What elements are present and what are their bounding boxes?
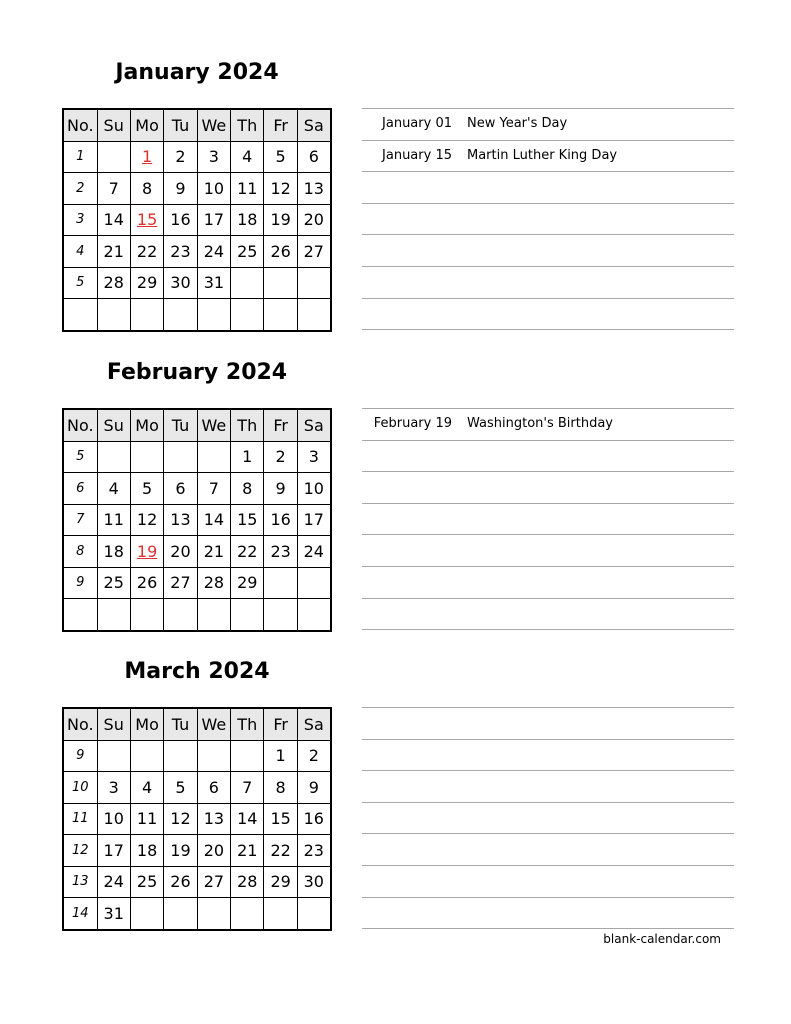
note-line [362, 440, 734, 441]
day-cell [97, 299, 130, 331]
holiday-day-number: 15 [136, 210, 158, 230]
note-line [362, 598, 734, 599]
weekday-header-cell: Tu [164, 409, 197, 441]
day-cell: 26 [164, 866, 197, 898]
day-cell [97, 599, 130, 631]
day-cell: 4 [130, 772, 163, 804]
week-number: 3 [63, 204, 97, 236]
week-row [63, 299, 331, 331]
month-title: March 2024 [124, 659, 270, 684]
day-cell: 12 [130, 504, 163, 536]
day-cell: 31 [97, 898, 130, 930]
day-cell: 20 [297, 204, 330, 236]
weekday-header-cell: Fr [264, 409, 297, 441]
day-cell [97, 740, 130, 772]
day-cell: 15 [231, 504, 264, 536]
weekday-header-cell: Su [97, 409, 130, 441]
day-cell: 8 [130, 173, 163, 205]
weekday-header-cell: Tu [164, 708, 197, 740]
weekday-header-row [63, 409, 331, 441]
week-row [63, 803, 331, 835]
day-cell: 21 [97, 236, 130, 268]
note-line [362, 629, 734, 630]
day-cell: 11 [231, 173, 264, 205]
note-line [362, 833, 734, 834]
day-cell [164, 599, 197, 631]
day-cell [197, 599, 230, 631]
day-cell: 14 [197, 504, 230, 536]
week-row [63, 141, 331, 173]
month-grid [62, 108, 332, 332]
weekday-header-cell: Su [97, 708, 130, 740]
day-cell: 5 [130, 473, 163, 505]
day-cell: 25 [130, 866, 163, 898]
day-cell: 7 [197, 473, 230, 505]
day-cell: 17 [297, 504, 330, 536]
week-number: 10 [63, 772, 97, 804]
day-cell: 19 [264, 204, 297, 236]
holiday-entry [362, 140, 734, 171]
day-cell [164, 441, 197, 473]
day-cell: 22 [264, 835, 297, 867]
day-cell [130, 536, 163, 568]
week-number: 12 [63, 835, 97, 867]
holiday-entry [362, 408, 734, 439]
week-number: 2 [63, 173, 97, 205]
day-cell: 13 [197, 803, 230, 835]
day-cell [130, 599, 163, 631]
day-cell [297, 267, 330, 299]
day-cell: 17 [97, 835, 130, 867]
weekday-header-cell: No. [63, 109, 97, 141]
weekday-header-cell: Fr [264, 109, 297, 141]
weekday-header-cell: Mo [130, 708, 163, 740]
weekday-header-cell: Sa [297, 109, 330, 141]
note-line [362, 203, 734, 204]
week-row [63, 898, 331, 930]
weekday-header-cell: Th [231, 708, 264, 740]
weekday-header-cell: Tu [164, 109, 197, 141]
week-row [63, 173, 331, 205]
day-cell: 2 [297, 740, 330, 772]
day-cell: 24 [297, 536, 330, 568]
weekday-header-row [63, 109, 331, 141]
week-number [63, 599, 97, 631]
note-line [362, 266, 734, 267]
day-cell: 9 [264, 473, 297, 505]
day-cell [130, 299, 163, 331]
day-cell: 1 [264, 740, 297, 772]
holiday-date: February 19 [373, 416, 452, 431]
weekday-header-cell: Sa [297, 409, 330, 441]
week-row [63, 204, 331, 236]
day-cell: 21 [231, 835, 264, 867]
day-cell: 6 [164, 473, 197, 505]
day-cell [264, 567, 297, 599]
day-cell: 27 [197, 866, 230, 898]
note-line [362, 739, 734, 740]
note-line [362, 897, 734, 898]
day-cell: 18 [130, 835, 163, 867]
day-cell: 5 [164, 772, 197, 804]
day-cell [297, 898, 330, 930]
day-cell [264, 599, 297, 631]
day-cell: 15 [264, 803, 297, 835]
week-number: 6 [63, 473, 97, 505]
day-cell: 18 [231, 204, 264, 236]
day-cell [264, 898, 297, 930]
holiday-name: New Year's Day [467, 116, 568, 131]
week-row [63, 504, 331, 536]
day-cell: 3 [197, 141, 230, 173]
day-cell [231, 299, 264, 331]
day-cell: 10 [297, 473, 330, 505]
holiday-name: Martin Luther King Day [467, 148, 618, 163]
day-cell: 26 [264, 236, 297, 268]
month-title: January 2024 [115, 60, 279, 85]
day-cell: 29 [264, 866, 297, 898]
day-cell: 8 [231, 473, 264, 505]
week-row [63, 740, 331, 772]
day-cell: 11 [97, 504, 130, 536]
week-number [63, 299, 97, 331]
week-row [63, 536, 331, 568]
note-line [362, 770, 734, 771]
day-cell [97, 141, 130, 173]
day-cell: 29 [231, 567, 264, 599]
holiday-entry [362, 108, 734, 139]
note-line [362, 802, 734, 803]
weekday-header-cell: We [197, 409, 230, 441]
week-number: 13 [63, 866, 97, 898]
day-cell: 28 [231, 866, 264, 898]
week-row [63, 236, 331, 268]
day-cell [130, 141, 163, 173]
month-grid [62, 408, 332, 632]
day-cell: 22 [130, 236, 163, 268]
week-number: 11 [63, 803, 97, 835]
week-row [63, 567, 331, 599]
weekday-header-cell: Sa [297, 708, 330, 740]
week-number: 8 [63, 536, 97, 568]
day-cell [264, 299, 297, 331]
day-cell: 23 [297, 835, 330, 867]
day-cell [130, 204, 163, 236]
day-cell [231, 267, 264, 299]
day-cell: 22 [231, 536, 264, 568]
weekday-header-cell: Su [97, 109, 130, 141]
day-cell: 8 [264, 772, 297, 804]
week-row [63, 267, 331, 299]
day-cell [231, 599, 264, 631]
note-line [362, 865, 734, 866]
day-cell: 1 [231, 441, 264, 473]
day-cell: 29 [130, 267, 163, 299]
weekday-header-cell: No. [63, 708, 97, 740]
day-cell [197, 740, 230, 772]
day-cell [231, 898, 264, 930]
note-line [362, 566, 734, 567]
day-cell [130, 898, 163, 930]
day-cell [197, 898, 230, 930]
day-cell: 6 [297, 141, 330, 173]
note-line [362, 298, 734, 299]
week-number: 9 [63, 740, 97, 772]
day-cell: 23 [164, 236, 197, 268]
day-cell: 16 [164, 204, 197, 236]
day-cell: 2 [164, 141, 197, 173]
week-row [63, 473, 331, 505]
day-cell: 28 [97, 267, 130, 299]
day-cell: 13 [297, 173, 330, 205]
day-cell: 21 [197, 536, 230, 568]
note-line [362, 234, 734, 235]
day-cell: 24 [97, 866, 130, 898]
weekday-header-cell: Fr [264, 708, 297, 740]
holiday-name: Washington's Birthday [467, 416, 613, 431]
day-cell: 3 [297, 441, 330, 473]
day-cell: 10 [97, 803, 130, 835]
weekday-header-cell: Th [231, 109, 264, 141]
week-row [63, 772, 331, 804]
day-cell [297, 567, 330, 599]
holiday-day-number: 1 [141, 147, 153, 167]
day-cell: 14 [231, 803, 264, 835]
day-cell [164, 740, 197, 772]
day-cell: 25 [231, 236, 264, 268]
holiday-date: January 15 [382, 148, 452, 163]
day-cell: 19 [164, 835, 197, 867]
day-cell: 25 [97, 567, 130, 599]
note-line [362, 928, 734, 929]
day-cell: 7 [231, 772, 264, 804]
note-line [362, 534, 734, 535]
day-cell: 9 [297, 772, 330, 804]
day-cell [264, 267, 297, 299]
note-line [362, 329, 734, 330]
footer-site: blank-calendar.com [603, 932, 721, 946]
day-cell: 13 [164, 504, 197, 536]
holiday-date: January 01 [382, 116, 452, 131]
day-cell [297, 599, 330, 631]
day-cell: 16 [297, 803, 330, 835]
day-cell [231, 740, 264, 772]
day-cell: 6 [197, 772, 230, 804]
day-cell: 10 [197, 173, 230, 205]
day-cell [130, 740, 163, 772]
week-row [63, 866, 331, 898]
week-number: 4 [63, 236, 97, 268]
day-cell: 30 [297, 866, 330, 898]
weekday-header-cell: No. [63, 409, 97, 441]
day-cell: 12 [264, 173, 297, 205]
week-number: 9 [63, 567, 97, 599]
day-cell: 24 [197, 236, 230, 268]
weekday-header-row [63, 708, 331, 740]
week-number: 1 [63, 141, 97, 173]
day-cell: 31 [197, 267, 230, 299]
weekday-header-cell: Mo [130, 109, 163, 141]
day-cell: 4 [97, 473, 130, 505]
day-cell [197, 441, 230, 473]
day-cell: 17 [197, 204, 230, 236]
day-cell: 5 [264, 141, 297, 173]
day-cell [164, 299, 197, 331]
day-cell: 14 [97, 204, 130, 236]
day-cell: 20 [164, 536, 197, 568]
day-cell: 11 [130, 803, 163, 835]
day-cell: 26 [130, 567, 163, 599]
month-grid [62, 707, 332, 931]
day-cell: 9 [164, 173, 197, 205]
week-row [63, 599, 331, 631]
day-cell [197, 299, 230, 331]
weekday-header-cell: Th [231, 409, 264, 441]
day-cell: 4 [231, 141, 264, 173]
day-cell: 16 [264, 504, 297, 536]
note-line [362, 471, 734, 472]
week-number: 14 [63, 898, 97, 930]
day-cell: 30 [164, 267, 197, 299]
day-cell: 27 [164, 567, 197, 599]
note-line [362, 503, 734, 504]
holiday-day-number: 19 [136, 541, 158, 561]
day-cell [164, 898, 197, 930]
day-cell: 12 [164, 803, 197, 835]
day-cell [97, 441, 130, 473]
weekday-header-cell: We [197, 109, 230, 141]
day-cell: 20 [197, 835, 230, 867]
day-cell: 18 [97, 536, 130, 568]
week-row [63, 441, 331, 473]
weekday-header-cell: Mo [130, 409, 163, 441]
day-cell: 7 [97, 173, 130, 205]
day-cell: 28 [197, 567, 230, 599]
week-row [63, 835, 331, 867]
note-line [362, 707, 734, 708]
week-number: 5 [63, 441, 97, 473]
day-cell: 2 [264, 441, 297, 473]
month-title: February 2024 [106, 360, 288, 385]
week-number: 5 [63, 267, 97, 299]
day-cell: 23 [264, 536, 297, 568]
day-cell [297, 299, 330, 331]
note-line [362, 171, 734, 172]
weekday-header-cell: We [197, 708, 230, 740]
week-number: 7 [63, 504, 97, 536]
day-cell: 3 [97, 772, 130, 804]
day-cell [130, 441, 163, 473]
day-cell: 27 [297, 236, 330, 268]
